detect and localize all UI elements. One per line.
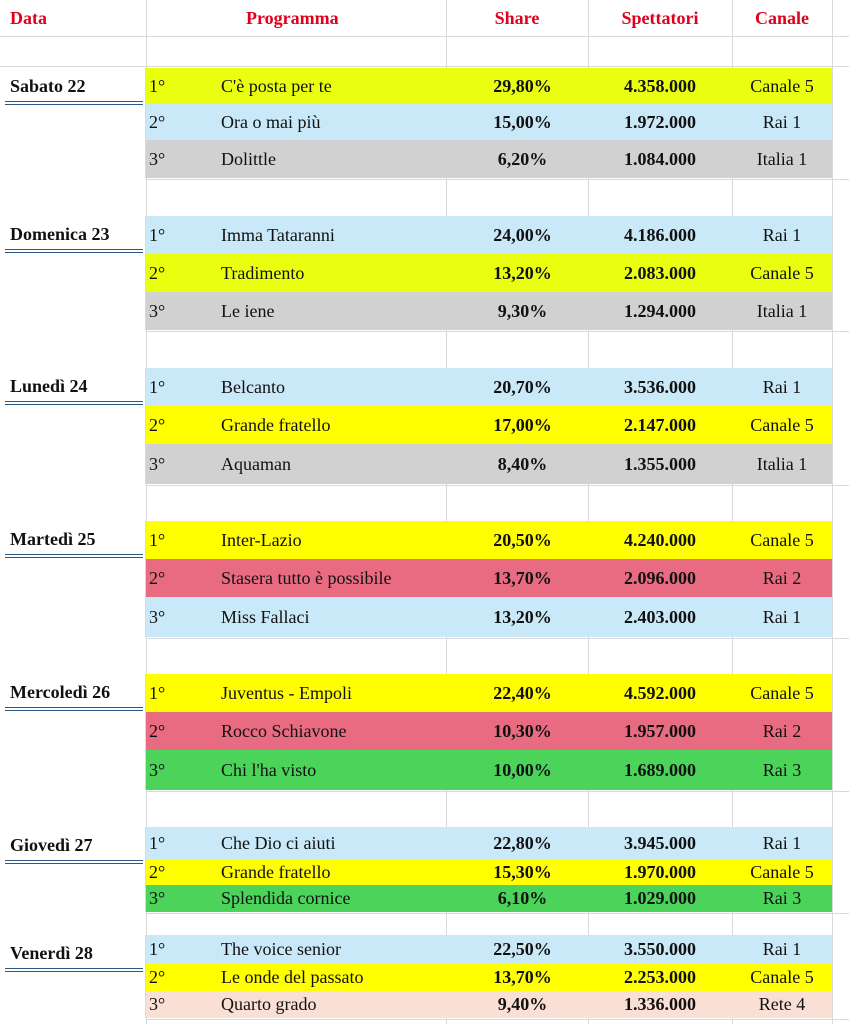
- table-row: [146, 444, 832, 484]
- grid-line: [0, 36, 849, 37]
- table-row: [146, 885, 832, 912]
- table-row: [146, 559, 832, 597]
- share-cell: 15,30%: [493, 861, 552, 882]
- grid-line: [832, 0, 833, 1024]
- table-row: [146, 68, 832, 104]
- table-row: [146, 521, 832, 559]
- table-row: [146, 254, 832, 292]
- date-label: Martedì 25: [0, 521, 146, 557]
- canale-cell: Italia 1: [756, 300, 808, 321]
- programma-cell: Che Dio ci aiuti: [221, 832, 336, 853]
- canale-cell: Rai 1: [762, 939, 802, 959]
- rank-cell: 2°: [149, 414, 166, 435]
- spettatori-cell: 3.550.000: [624, 939, 696, 959]
- rank-cell: 1°: [149, 224, 166, 245]
- header-spettatori: Spettatori: [621, 8, 699, 28]
- spettatori-cell: 1.972.000: [624, 111, 696, 132]
- rank-cell: 1°: [149, 939, 166, 959]
- canale-cell: Canale 5: [750, 414, 814, 435]
- table-row: [146, 597, 832, 637]
- canale-cell: Rai 1: [762, 832, 802, 853]
- spettatori-cell: 1.336.000: [624, 994, 696, 1014]
- programma-cell: Grande fratello: [221, 414, 331, 435]
- programma-cell: Juventus - Empoli: [221, 682, 352, 703]
- spettatori-cell: 2.083.000: [624, 262, 696, 283]
- rank-cell: 3°: [149, 994, 166, 1014]
- spettatori-cell: 4.240.000: [624, 529, 696, 550]
- spettatori-cell: 3.945.000: [624, 832, 696, 853]
- programma-cell: Tradimento: [221, 262, 305, 283]
- rank-cell: 1°: [149, 376, 166, 397]
- rank-cell: 1°: [149, 682, 166, 703]
- rank-cell: 2°: [149, 967, 166, 987]
- header-canale: Canale: [755, 8, 809, 28]
- rank-cell: 3°: [149, 300, 166, 321]
- table-row: [146, 104, 832, 140]
- rank-cell: 3°: [149, 888, 166, 908]
- spettatori-cell: 4.186.000: [624, 224, 696, 245]
- programma-cell: Miss Fallaci: [221, 606, 310, 627]
- share-cell: 22,40%: [493, 682, 552, 703]
- rank-cell: 3°: [149, 453, 166, 474]
- table-row: [146, 712, 832, 750]
- canale-cell: Rai 2: [762, 720, 802, 741]
- programma-cell: C'è posta per te: [221, 75, 332, 96]
- spettatori-cell: 2.403.000: [624, 606, 696, 627]
- spettatori-cell: 2.253.000: [624, 967, 696, 987]
- spettatori-cell: 3.536.000: [624, 376, 696, 397]
- canale-cell: Rai 3: [762, 888, 802, 908]
- share-cell: 13,70%: [493, 967, 552, 987]
- header-data: Data: [10, 8, 47, 28]
- date-label: Sabato 22: [0, 68, 146, 104]
- programma-cell: Grande fratello: [221, 861, 331, 882]
- canale-cell: Canale 5: [750, 861, 814, 882]
- share-cell: 15,00%: [493, 111, 552, 132]
- programma-cell: Inter-Lazio: [221, 529, 302, 550]
- canale-cell: Canale 5: [750, 967, 814, 987]
- spettatori-cell: 1.689.000: [624, 759, 696, 780]
- spettatori-cell: 1.029.000: [624, 888, 696, 908]
- share-cell: 9,40%: [497, 994, 548, 1014]
- share-cell: 20,50%: [493, 529, 552, 550]
- rank-cell: 1°: [149, 75, 166, 96]
- table-row: [146, 140, 832, 178]
- canale-cell: Rete 4: [758, 994, 806, 1014]
- canale-cell: Rai 1: [762, 606, 802, 627]
- canale-cell: Rai 1: [762, 111, 802, 132]
- header-share: Share: [494, 8, 540, 28]
- share-cell: 13,70%: [493, 567, 552, 588]
- table-row: [146, 964, 832, 991]
- spettatori-cell: 1.957.000: [624, 720, 696, 741]
- rank-cell: 2°: [149, 262, 166, 283]
- table-row: [146, 750, 832, 790]
- table-row: [146, 292, 832, 330]
- share-cell: 29,80%: [493, 75, 552, 96]
- canale-cell: Rai 1: [762, 224, 802, 245]
- grid-line: [146, 1019, 849, 1020]
- programma-cell: Ora o mai più: [221, 111, 321, 132]
- grid-line: [146, 913, 849, 914]
- canale-cell: Canale 5: [750, 75, 814, 96]
- programma-cell: Aquaman: [221, 453, 291, 474]
- share-cell: 10,00%: [493, 759, 552, 780]
- grid-line: [146, 791, 849, 792]
- rank-cell: 2°: [149, 720, 166, 741]
- share-cell: 6,20%: [497, 148, 548, 169]
- spettatori-cell: 4.358.000: [624, 75, 696, 96]
- header-programma: Programma: [246, 8, 339, 28]
- spettatori-cell: 1.970.000: [624, 861, 696, 882]
- table-row: [146, 216, 832, 254]
- table-row: [146, 674, 832, 712]
- programma-cell: Splendida cornice: [221, 888, 351, 908]
- rank-cell: 1°: [149, 832, 166, 853]
- share-cell: 20,70%: [493, 376, 552, 397]
- table-row: [146, 406, 832, 444]
- rank-cell: 2°: [149, 567, 166, 588]
- canale-cell: Italia 1: [756, 148, 808, 169]
- rank-cell: 3°: [149, 148, 166, 169]
- rank-cell: 3°: [149, 759, 166, 780]
- share-cell: 17,00%: [493, 414, 552, 435]
- share-cell: 10,30%: [493, 720, 552, 741]
- table-row: [146, 991, 832, 1018]
- canale-cell: Italia 1: [756, 453, 808, 474]
- rank-cell: 2°: [149, 111, 166, 132]
- date-label: Venerdì 28: [0, 935, 146, 971]
- programma-cell: Rocco Schiavone: [221, 720, 347, 741]
- canale-cell: Rai 2: [762, 567, 802, 588]
- spettatori-cell: 1.355.000: [624, 453, 696, 474]
- table-row: [146, 827, 832, 859]
- programma-cell: Quarto grado: [221, 994, 317, 1014]
- share-cell: 9,30%: [497, 300, 548, 321]
- grid-line: [146, 331, 849, 332]
- programma-cell: Le iene: [221, 300, 275, 321]
- date-label: Lunedì 24: [0, 368, 146, 404]
- canale-cell: Rai 3: [762, 759, 802, 780]
- programma-cell: Stasera tutto è possibile: [221, 567, 392, 588]
- grid-line: [0, 66, 849, 67]
- share-cell: 8,40%: [497, 453, 548, 474]
- share-cell: 22,80%: [493, 832, 552, 853]
- rank-cell: 1°: [149, 529, 166, 550]
- programma-cell: Chi l'ha visto: [221, 759, 317, 780]
- grid-line: [146, 638, 849, 639]
- canale-cell: Canale 5: [750, 682, 814, 703]
- programma-cell: Dolittle: [221, 148, 276, 169]
- date-label: Giovedì 27: [0, 827, 146, 863]
- canale-cell: Canale 5: [750, 262, 814, 283]
- date-label: Mercoledì 26: [0, 674, 146, 710]
- canale-cell: Rai 1: [762, 376, 802, 397]
- programma-cell: Belcanto: [221, 376, 285, 397]
- spettatori-cell: 1.294.000: [624, 300, 696, 321]
- share-cell: 13,20%: [493, 606, 552, 627]
- grid-line: [146, 485, 849, 486]
- table-row: [146, 859, 832, 885]
- share-cell: 24,00%: [493, 224, 552, 245]
- programma-cell: The voice senior: [221, 939, 341, 959]
- share-cell: 13,20%: [493, 262, 552, 283]
- spettatori-cell: 4.592.000: [624, 682, 696, 703]
- share-cell: 6,10%: [497, 888, 548, 908]
- rank-cell: 2°: [149, 861, 166, 882]
- programma-cell: Le onde del passato: [221, 967, 364, 987]
- table-row: [146, 935, 832, 964]
- grid-line: [146, 179, 849, 180]
- share-cell: 22,50%: [493, 939, 552, 959]
- spettatori-cell: 2.147.000: [624, 414, 696, 435]
- spettatori-cell: 1.084.000: [624, 148, 696, 169]
- canale-cell: Canale 5: [750, 529, 814, 550]
- spettatori-cell: 2.096.000: [624, 567, 696, 588]
- date-label: Domenica 23: [0, 216, 146, 252]
- table-row: [146, 368, 832, 406]
- programma-cell: Imma Tataranni: [221, 224, 335, 245]
- rank-cell: 3°: [149, 606, 166, 627]
